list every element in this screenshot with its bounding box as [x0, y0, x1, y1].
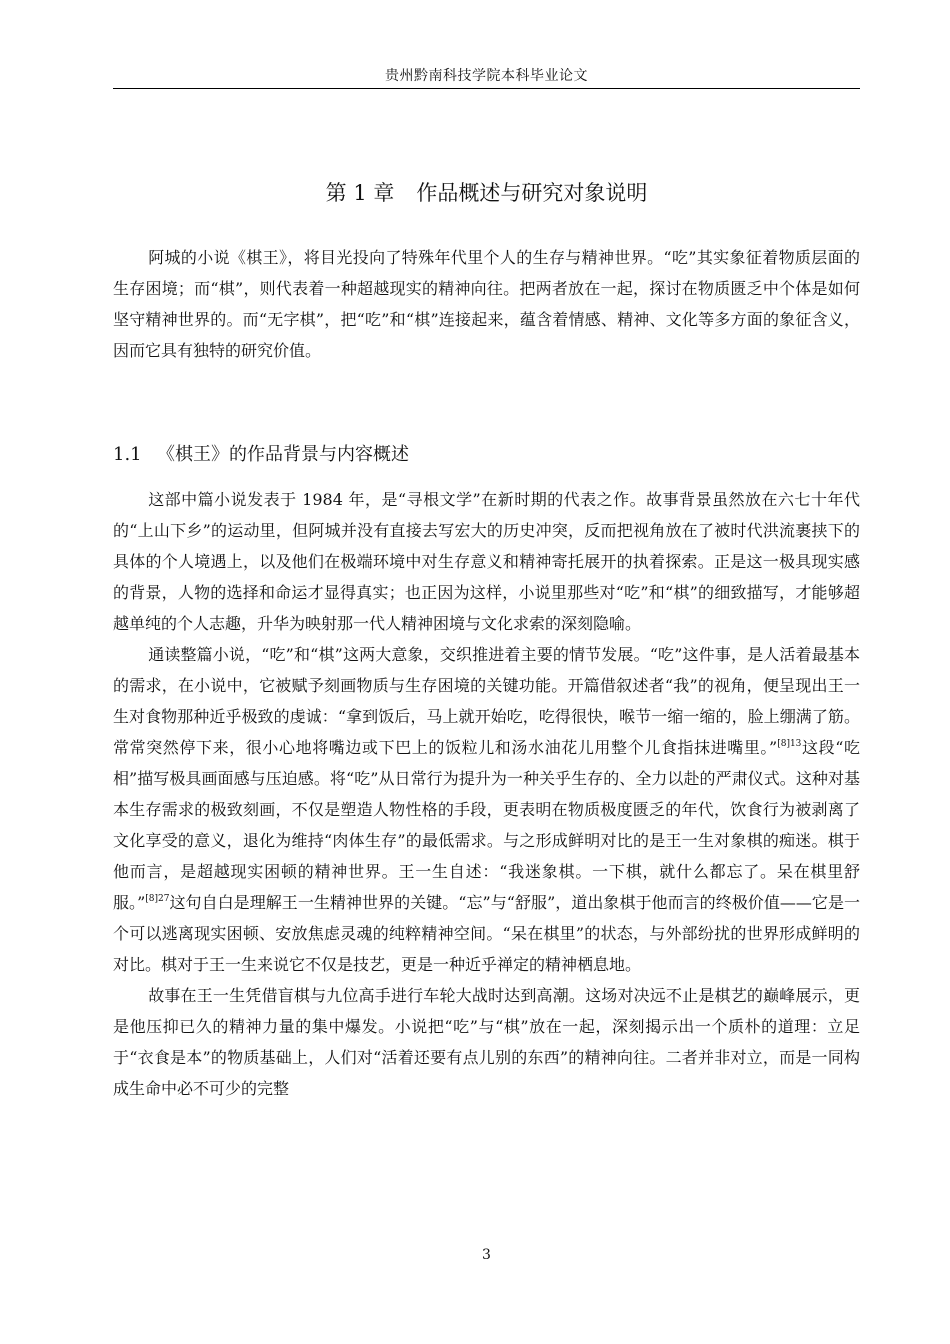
citation-ref: [8]27 [145, 894, 170, 904]
paragraph-text: 通读整篇小说，“吃”和“棋”这两大意象，交织推进着主要的情节发展。“吃”这件事，是人活着最基本的需求，在小说中，它被赋予刻画物质与生存困境的关键功能。开篇借叙述者“我”的视角，便呈现出王一生对食物那种近乎极致的虔诚：“拿到饭后，马上就开始吃，吃得很快，喉节一缩一缩的，脸上绷满了筋。常常突然停下来，很小心地将嘴边或下巴上的饭粒儿和汤水油花儿用整个儿食指抹进嘴里。” [113, 645, 860, 757]
citation-ref: [8]13 [777, 739, 802, 749]
intro-paragraph: 阿城的小说《棋王》，将目光投向了特殊年代里个人的生存与精神世界。“吃”其实象征着物质层面的生存困境；而“棋”，则代表着一种超越现实的精神向往。把两者放在一起，探讨在物质匮乏中个体是如何坚守精神世界的。而“无字棋”，把“吃”和“棋”连接起来，蕴含着情感、精神、文化等多方面的象征含义，因而它具有独特的研究价值。 [113, 248, 860, 360]
body-paragraph-3: 故事在王一生凭借盲棋与九位高手进行车轮大战时达到高潮。这场对决远不止是棋艺的巅峰展示，更是他压抑已久的精神力量的集中爆发。小说把“吃”与“棋”放在一起，深刻揭示出一个质朴的道理：立足于“衣食是本”的物质基础上，人们对“活着还要有点儿别的东西”的精神向往。二者并非对立，而是一同构成生命中必不可少的完整 [113, 986, 860, 1098]
section-title: 《棋王》的作品背景与内容概述 [157, 444, 409, 465]
running-header: 贵州黔南科技学院本科毕业论文 [385, 68, 588, 84]
intro-block [113, 242, 860, 366]
body-paragraph-1: 这部中篇小说发表于 1984 年，是“寻根文学”在新时期的代表之作。故事背景虽然放在六七十年代的“上山下乡”的运动里，但阿城并没有直接去写宏大的历史冲突，反而把视角放在了被时代洪流裹挟下的具体的个人境遇上，以及他们在极端环境中对生存意义和精神寄托展开的执着探索。正是这一极具现实感的背景，人物的选择和命运才显得真实；也正因为这样，小说里那些对“吃”和“棋”的细致描写，才能够超越单纯的个人志趣，升华为映射那一代人精神困境与文化求索的深刻隐喻。 [113, 490, 860, 633]
section-number: 1.1 [113, 444, 142, 465]
chapter-title [113, 178, 860, 208]
chapter-heading: 作品概述与研究对象说明 [416, 181, 648, 205]
header-rule [113, 88, 860, 89]
page-number: 3 [482, 1247, 491, 1263]
body-text [113, 484, 860, 1104]
paragraph-text: 这句自白是理解王一生精神世界的关键。“忘”与“舒服”，道出象棋于他而言的终极价值——它是一个可以逃离现实困顿、安放焦虑灵魂的纯粹精神空间。“呆在棋里”的状态，与外部纷扰的世界形成鲜明的对比。棋对于王一生来说它不仅是技艺，更是一种近乎禅定的精神栖息地。 [113, 893, 860, 974]
body-paragraph-2 [113, 639, 860, 980]
section-heading [113, 440, 409, 470]
chapter-number: 第 1 章 [325, 181, 395, 205]
paragraph-text: 这段“吃相”描写极具画面感与压迫感。将“吃”从日常行为提升为一种关乎生存的、全力以赴的严肃仪式。这种对基本生存需求的极致刻画，不仅是塑造人物性格的手段，更表明在物质极度匮乏的年代，饮食行为被剥离了文化享受的意义，退化为维持“肉体生存”的最低需求。与之形成鲜明对比的是王一生对象棋的痴迷。棋于他而言，是超越现实困顿的精神世界。王一生自述：“我迷象棋。一下棋，就什么都忘了。呆在棋里舒服。” [113, 738, 860, 912]
